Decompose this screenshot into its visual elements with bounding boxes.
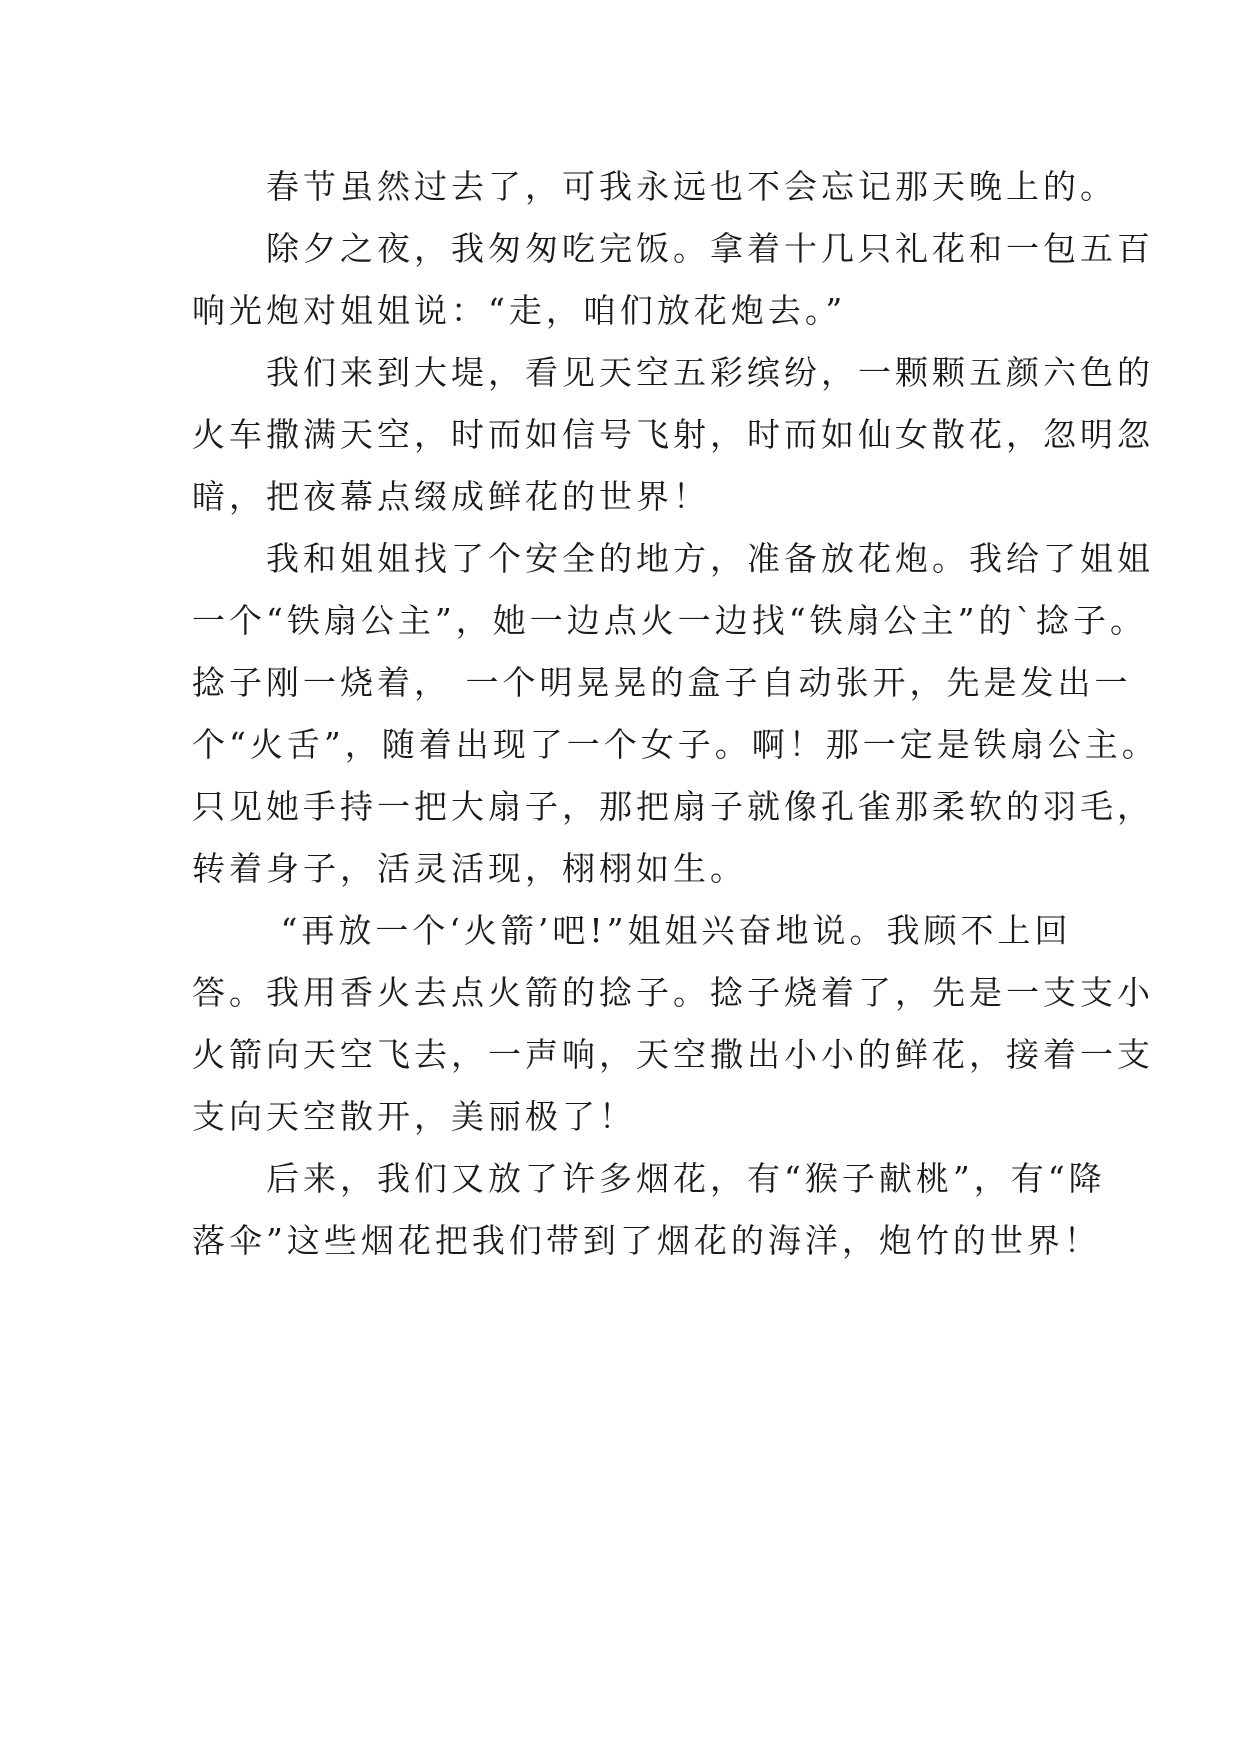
text-line: 支向天空散开，美丽极了！ [192, 1097, 636, 1136]
text-line: 后来，我们又放了许多烟花，有“猴子献桃”，有“降 [192, 1159, 1106, 1198]
text-line: 春节虽然过去了，可我永远也不会忘记那天晚上的。 [192, 167, 1117, 206]
essay-body [192, 156, 1159, 1272]
text-line: 个“火舌”，随着出现了一个女子。啊！那一定是铁扇公主。 [192, 725, 1159, 764]
text-line: 响光炮对姐姐说：“走，咱们放花炮去。” [192, 291, 847, 330]
text-line: 只见她手持一把大扇子，那把扇子就像孔雀那柔软的羽毛， [192, 787, 1154, 826]
text-line: 我们来到大堤，看见天空五彩缤纷，一颗颗五颜六色的 [192, 353, 1154, 392]
text-line: 捻子刚一烧着， 一个明晃晃的盒子自动张开，先是发出一 [192, 663, 1132, 702]
text-line: 答。我用香火去点火箭的捻子。捻子烧着了，先是一支支小 [192, 973, 1154, 1012]
text-line: 火箭向天空飞去，一声响，天空撒出小小的鲜花，接着一支 [192, 1035, 1154, 1074]
text-line: 火车撒满天空，时而如信号飞射，时而如仙女散花，忽明忽 [192, 415, 1154, 454]
text-line: 除夕之夜，我匆匆吃完饭。拿着十几只礼花和一包五百 [192, 229, 1154, 268]
text-line: 暗，把夜幕点缀成鲜花的世界！ [192, 477, 710, 516]
text-line: 转着身子，活灵活现，栩栩如生。 [192, 849, 747, 888]
text-line: 我和姐姐找了个安全的地方，准备放花炮。我给了姐姐 [192, 539, 1154, 578]
text-line: 一个“铁扇公主”，她一边点火一边找“铁扇公主”的`捻子。 [192, 601, 1147, 640]
text-line: 落伞”这些烟花把我们带到了烟花的海洋，炮竹的世界！ [192, 1221, 1101, 1260]
text-line: “再放一个‘火箭’吧!”姐姐兴奋地说。我顾不上回 [192, 911, 1072, 950]
